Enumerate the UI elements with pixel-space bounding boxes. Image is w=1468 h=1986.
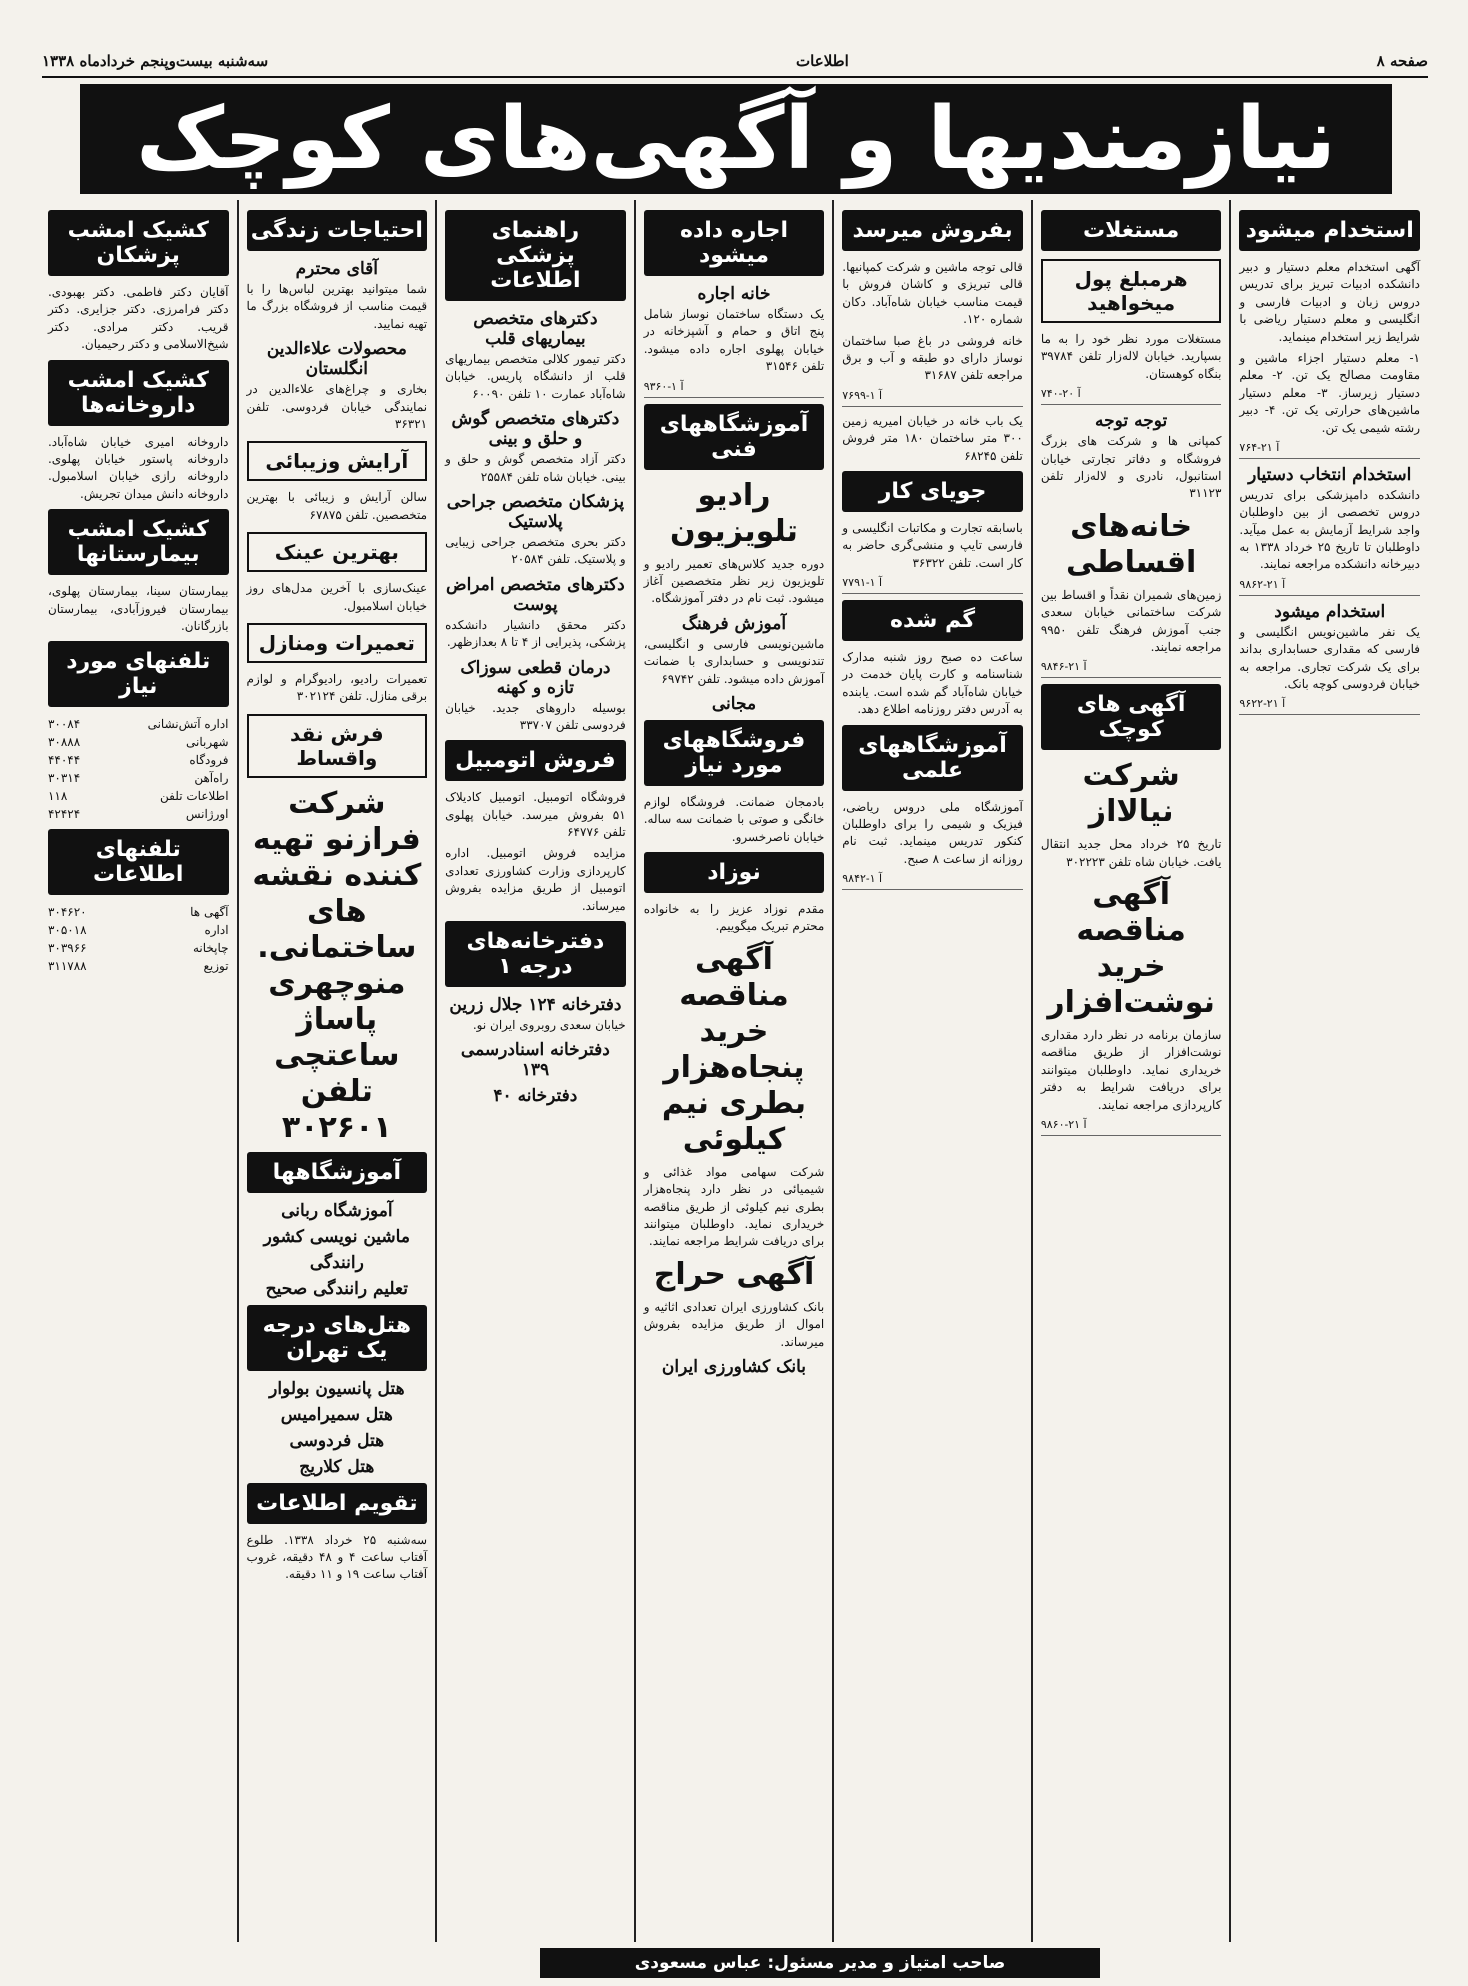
column-employment — [1229, 200, 1428, 1942]
ad-title: تعلیم رانندگی صحیح — [265, 1278, 408, 1299]
ad-text: سه‌شنبه ۲۵ خرداد ۱۳۳۸. طلوع آفتاب ساعت ۴ و ۴۸ دقیقه، غروب آفتاب ساعت ۱۹ و ۱۱ دقیقه. — [246, 1532, 428, 1582]
ad-title: مجانی — [711, 693, 757, 714]
ad-box: تعمیرات ومنازل — [247, 623, 428, 663]
column-on-duty — [40, 200, 237, 1942]
ad-title: استخدام میشود — [1274, 601, 1386, 622]
list-item: شهربانی ۳۰۸۸۸ — [47, 735, 229, 750]
paper-name: اطلاعات — [796, 52, 849, 70]
list-item: راه‌آهن ۳۰۳۱۴ — [47, 771, 229, 786]
ad-text: آگهی استخدام معلم دستیار و دبیر دانشکده ادبیات تبریز برای تدریس دروس زبان و ادبیات فارسی و انگلیسی و معلم دستیار ریاضی با شرایط زیر استخدام مینماید. — [1239, 260, 1420, 344]
ad-text: آموزشگاه ملی دروس ریاضی، فیزیک و شیمی را برای داوطلبان کنکور تدریس مینماید. ثبت نام روزانه از ساعت ۸ صبح. — [842, 799, 1023, 866]
issue-date: سه‌شنبه بیست‌وپنجم خردادماه ۱۳۳۸ — [42, 52, 269, 70]
ad-title: خانه اجاره — [697, 284, 771, 304]
ad-text: دکتر بحری متخصص جراحی زیبایی و پلاستیک. تلفن ۲۰۵۸۴ — [445, 534, 626, 567]
section-header: تقویم اطلاعات — [247, 1483, 428, 1524]
section-header: گم شده — [842, 600, 1023, 641]
section-header: جویای کار — [842, 471, 1023, 512]
ad-text: دوره جدید کلاس‌های تعمیر رادیو و تلویزیون زیر نظر متخصصین آغاز میشود. ثبت نام در دفتر آموزشگاه. — [643, 556, 825, 606]
ad-box: هرمبلغ پول میخواهید — [1041, 259, 1222, 323]
ad-text: یک باب خانه در خیابان امیریه زمین ۳۰۰ متر ساختمان ۱۸۰ متر فروش تلفن ۶۸۲۴۵ — [842, 413, 1023, 463]
ad-title: هتل پانسیون بولوار — [269, 1378, 405, 1399]
ad-ref: آ ۲۱-۹۸۴۶ — [1041, 660, 1222, 678]
ad-text: زمین‌های شمیران نقداً و اقساط بین شرکت ساختمانی خیابان سعدی جنب آموزش فرهنگ تلفن ۹۹۵۰ مراجعه نمایند. — [1040, 587, 1222, 654]
column-medical-guide — [435, 200, 634, 1942]
ad-text: باسابقه تجارت و مکاتبات انگلیسی و فارسی تایپ و منشی‌گری حاضر به کار است. تلفن ۳۶۳۲۲ — [842, 520, 1023, 570]
ad-text: دانشکده دامپزشکی برای تدریس دروس تخصصی از بین داوطلبان واجد شرایط آزمایش به عمل میآید. داوطلبان تا تاریخ ۲۵ خرداد ۱۳۳۸ به دبیرخانه دانشکده مراجعه نمایند. — [1239, 487, 1420, 572]
list-item: اداره آتش‌نشانی ۳۰۰۸۴ — [47, 717, 229, 732]
column-for-sale — [832, 200, 1031, 1942]
ad-text: فروشگاه اتومبیل. اتومبیل کادیلاک ۵۱ بفروش میرسد. خیابان پهلوی تلفن ۶۴۷۷۶ — [445, 790, 626, 840]
section-header: احتیاجات زندگی — [247, 210, 428, 251]
ad-title: دکترهای متخصص امراض پوست — [446, 574, 625, 615]
ad-title: دفترخانه ۴۰ — [493, 1086, 578, 1107]
ad-box: فرش نقد واقساط — [247, 714, 428, 778]
ad-text: شرکت سهامی مواد غذائی و شیمیائی در نظر دارد پنجاه‌هزار بطری نیم کیلوئی از طریق مناقصه خریداری نماید. داوطلبان میتوانند برای دریافت شرایط مراجعه نمایند. — [643, 1164, 825, 1249]
ad-title: هتل سمیرامیس — [280, 1404, 393, 1425]
publisher-footer: صاحب امتیاز و مدیر مسئول: عباس مسعودی — [540, 1948, 1100, 1978]
tender-headline: آگهی مناقصه خرید نوشت‌افزار — [1047, 877, 1215, 1021]
section-header: کشیک امشب بیمارستانها — [48, 509, 229, 575]
ad-text: دکتر آزاد متخصص گوش و حلق و بینی. خیابان شاه تلفن ۲۵۵۸۴ — [445, 452, 626, 484]
section-header: دفترخانه‌های درجه ۱ — [445, 921, 626, 987]
column-real-estate — [1031, 200, 1230, 1942]
ad-ref: آ ۲۱-۹۸۶۲ — [1239, 578, 1420, 596]
ad-ref: آ ۲۱-۷۶۴ — [1239, 441, 1420, 459]
ad-text: دکتر تیمور کلالی متخصص بیماریهای قلب از دانشگاه پاریس. خیابان شاه‌آباد عمارت ۱۰ تلفن ۶۰۰۹۰ — [445, 352, 626, 401]
columns — [40, 200, 1428, 1942]
phone-list — [48, 715, 229, 823]
ad-text: تعمیرات رادیو، رادیوگرام و لوازم برقی منازل. تلفن ۳۰۲۱۲۴ — [246, 671, 428, 704]
ad-title: دفترخانه اسنادرسمی ۱۳۹ — [460, 1040, 610, 1081]
ad-text: آقایان دکتر فاطمی. دکتر بهبودی. دکتر فرامرزی. دکتر جزایری. دکتر قریب. دکتر مرادی. دکتر شیخ‌الاسلامی و دکتر رحیمیان. — [47, 285, 229, 352]
ad-text: خانه فروشی در باغ صبا ساختمان نوساز دارای دو طبقه و آب و برق مراجعه تلفن ۳۱۶۸۷ — [842, 333, 1023, 383]
ad-title: پزشکان متخصص جراحی پلاستیک — [446, 491, 625, 532]
ad-text: بخاری و چراغ‌های علاءالدین در نمایندگی خیابان فردوسی. تلفن ۳۶۳۲۱ — [246, 382, 428, 431]
section-header: فروشگاههای مورد نیاز — [644, 720, 825, 786]
ad-title: دفترخانه ۱۲۴ جلال زرین — [449, 995, 622, 1016]
section-header: راهنمای پزشکی اطلاعات — [445, 210, 626, 301]
list-item: اورژانس ۴۲۴۲۴ — [47, 807, 229, 822]
ad-text: داروخانه امیری خیابان شاه‌آباد. داروخانه پاستور خیابان پهلوی. داروخانه رازی خیابان اسلامبول. داروخانه دانش میدان تجریش. — [47, 434, 229, 501]
list-item: توزیع ۳۱۱۷۸۸ — [47, 959, 229, 974]
ad-title: آموزش فرهنگ — [681, 613, 787, 634]
ad-headline: رادیو تلویزیون — [670, 477, 798, 549]
ad-signature: بانک کشاورزی ایران — [661, 1356, 807, 1377]
banner-title: نیازمندیها و آگهی‌های کوچک — [136, 89, 1336, 189]
ad-text: قالی توجه ماشین و شرکت کمپانیها. قالی تبریزی و کاشان فروش با قیمت مناسب خیابان شاه‌آباد. دکان شماره ۱۲۰. — [842, 260, 1023, 327]
ad-title: ماشین نویسی کشور — [263, 1226, 410, 1247]
ad-title: آموزشگاه ربانی — [281, 1200, 393, 1221]
ad-text: عینک‌سازی با آخرین مدل‌های روز خیابان اسلامبول. — [246, 581, 428, 613]
ad-text: ماشین‌نویسی فارسی و انگلیسی، تندنویسی و حسابداری با ضمانت آموزش داده میشود. تلفن ۶۹۷۴۲ — [643, 636, 825, 686]
ad-text: بوسیله داروهای جدید. خیابان فردوسی تلفن ۳۳۷۰۷ — [445, 700, 626, 732]
section-header: کشیک امشب پزشکان — [48, 210, 229, 276]
ad-ref: آ ۱-۹۳۶۰ — [644, 380, 825, 398]
ad-ref: آ ۱-۷۶۹۹ — [842, 389, 1023, 407]
section-header: مستغلات — [1041, 210, 1222, 251]
section-header: آموزشگاههای فنی — [644, 404, 825, 470]
ad-text: بیمارستان سینا، بیمارستان پهلوی، بیمارستان فیروزآبادی، بیمارستان بازرگانان. — [47, 584, 229, 633]
ad-title: آقای محترم — [295, 259, 378, 279]
ad-text: بانک کشاورزی ایران تعدادی اثاثیه و اموال از طریق مزایده بفروش میرساند. — [643, 1299, 825, 1349]
ad-text: خیابان سعدی روبروی ایران نو. — [472, 1018, 626, 1033]
ad-headline: شرکت نیالااز — [1082, 758, 1180, 830]
section-header: آگهی های کوچک — [1041, 684, 1222, 750]
tender-headline: آگهی مناقصه خرید پنجاه‌هزار بطری نیم کیلوئی — [661, 941, 807, 1157]
ad-ref: آ ۱-۹۸۴۲ — [842, 872, 1023, 890]
page-number: صفحه ۸ — [1376, 52, 1428, 70]
section-header: فروش اتومبیل — [445, 740, 626, 781]
ad-ref: آ ۲۱-۹۶۲۲ — [1239, 697, 1420, 715]
column-life-needs — [237, 200, 436, 1942]
ad-title: هتل کلاریج — [299, 1456, 375, 1477]
ad-box: آرایش وزیبائی — [247, 441, 428, 481]
ad-text: مزایده فروش اتومبیل. اداره کارپردازی وزارت کشاورزی تعدادی اتومبیل از طریق مزایده بفروش میرساند. — [445, 846, 626, 913]
ad-text: مقدم نوزاد عزیز را به خانواده محترم تبریک میگوییم. — [643, 902, 825, 934]
section-header: کشیک امشب داروخانه‌ها — [48, 360, 229, 426]
auction-headline: آگهی حراج — [653, 1256, 815, 1292]
phone-list — [48, 903, 229, 975]
ad-title: توجه توجه — [1095, 411, 1168, 432]
list-item: آگهی ها ۳۰۴۶۲۰ — [47, 905, 229, 920]
ad-text: ۱- معلم دستیار اجزاء ماشین و مقاومت مصالح یک تن. ۲- معلم دستیار زیرساز. ۳- معلم دستیار ماشین‌های حرارتی یک تن. ۴- دبیر رشته شیمی یک تن. — [1239, 350, 1421, 435]
section-header: تلفنهای مورد نیاز — [48, 641, 229, 707]
classifieds-banner — [80, 84, 1392, 194]
ad-title: استخدام انتخاب دستیار — [1248, 464, 1412, 485]
ad-text: دکتر محقق دانشیار دانشکده پزشکی، پذیرایی از ۴ تا ۸ بعدازظهر. — [445, 617, 626, 650]
ad-headline: شرکت فرازنو تهیه کننده نقشه های ساختمانی. منوچهری پاساژ ساعتچی تلفن ۳۰۲۶۰۱ — [252, 785, 422, 1145]
list-item: چاپخانه ۳۰۳۹۶۶ — [47, 941, 229, 956]
ad-title: محصولات علاءالدین انگلستان — [266, 339, 407, 380]
ad-text: شما میتوانید بهترین لباس‌ها را با قیمت مناسب از فروشگاه بزرگ ما تهیه نمایید. — [246, 282, 428, 331]
ad-text: ساعت ده صبح روز شنبه مدارک شناسنامه و کارت پایان خدمت در خیابان شاه‌آباد گم شده است. یابنده به آدرس دفتر روزنامه اطلاع دهد. — [842, 650, 1023, 717]
ad-text: سازمان برنامه در نظر دارد مقداری نوشت‌افزار از طریق مناقصه خریداری نماید. داوطلبان میتوانند برای دریافت شرایط به دفتر کارپردازی مراجعه نمایند. — [1040, 1028, 1222, 1112]
section-header: اجاره داده میشود — [644, 210, 825, 276]
section-header: تلفنهای اطلاعات — [48, 829, 229, 895]
section-header: آموزشگاهها — [247, 1152, 428, 1193]
section-header: آموزشگاههای علمی — [842, 725, 1023, 791]
ad-title: دکترهای متخصص بیماریهای قلب — [473, 309, 598, 349]
ad-text: تاریخ ۲۵ خرداد محل جدید انتقال یافت. خیابان شاه تلفن ۳۰۲۲۲۳ — [1040, 837, 1222, 869]
ad-text: مستغلات مورد نظر خود را به ما بسپارید. خیابان لاله‌زار تلفن ۳۹۷۸۴ بنگاه کوهستان. — [1040, 332, 1222, 381]
ad-ref: آ ۱-۷۷۹۱ — [842, 576, 1023, 594]
list-item: فرودگاه ۴۴۰۴۴ — [47, 753, 229, 768]
list-item: اداره ۳۰۵۰۱۸ — [47, 923, 229, 938]
section-header: نوزاد — [644, 852, 825, 893]
masthead — [42, 50, 1428, 78]
ad-headline: خانه‌های اقساطی — [1065, 508, 1197, 580]
ad-text: سالن آرایش و زیبائی با بهترین متخصصین. تلفن ۶۷۸۷۵ — [246, 490, 428, 522]
ad-title: هتل فردوسی — [289, 1430, 385, 1451]
ad-box: بهترین عینک — [247, 532, 428, 572]
ad-ref: آ ۲۱-۹۸۶۰ — [1041, 1118, 1222, 1136]
section-header: استخدام میشود — [1239, 210, 1420, 251]
section-header: بفروش میرسد — [842, 210, 1023, 251]
list-item: اطلاعات تلفن ۱۱۸ — [47, 789, 229, 804]
ad-title: درمان قطعی سوزاک تازه و کهنه — [460, 657, 611, 698]
ad-title: دکترهای متخصص گوش و حلق و بینی — [451, 409, 620, 450]
column-rentals — [634, 200, 833, 1942]
ad-text: یک نفر ماشین‌نویس انگلیسی و فارسی که مقداری حسابداری بداند برای یک شرکت تجاری. مراجعه به خیابان فردوسی کوچه بانک. — [1239, 624, 1420, 692]
ad-text: بادمجان ضمانت. فروشگاه لوازم خانگی و صوتی با ضمانت سه ساله. خیابان ناصرخسرو. — [643, 794, 825, 844]
ad-text: یک دستگاه ساختمان نوساز شامل پنج اتاق و حمام و آشپزخانه در خیابان پهلوی اجاره داده میشود. تلفن ۳۱۵۴۶ — [643, 307, 825, 374]
ad-text: کمپانی ها و شرکت های بزرگ فروشگاه و دفاتر تجارتی خیابان استانبول، نادری و لاله‌زار تلفن ۳۱۱۲۳ — [1040, 434, 1222, 501]
section-header: هتل‌های درجه یک تهران — [247, 1305, 428, 1371]
ad-title: رانندگی — [309, 1252, 364, 1273]
ad-ref: آ ۲۰-۷۴۰ — [1041, 387, 1222, 405]
